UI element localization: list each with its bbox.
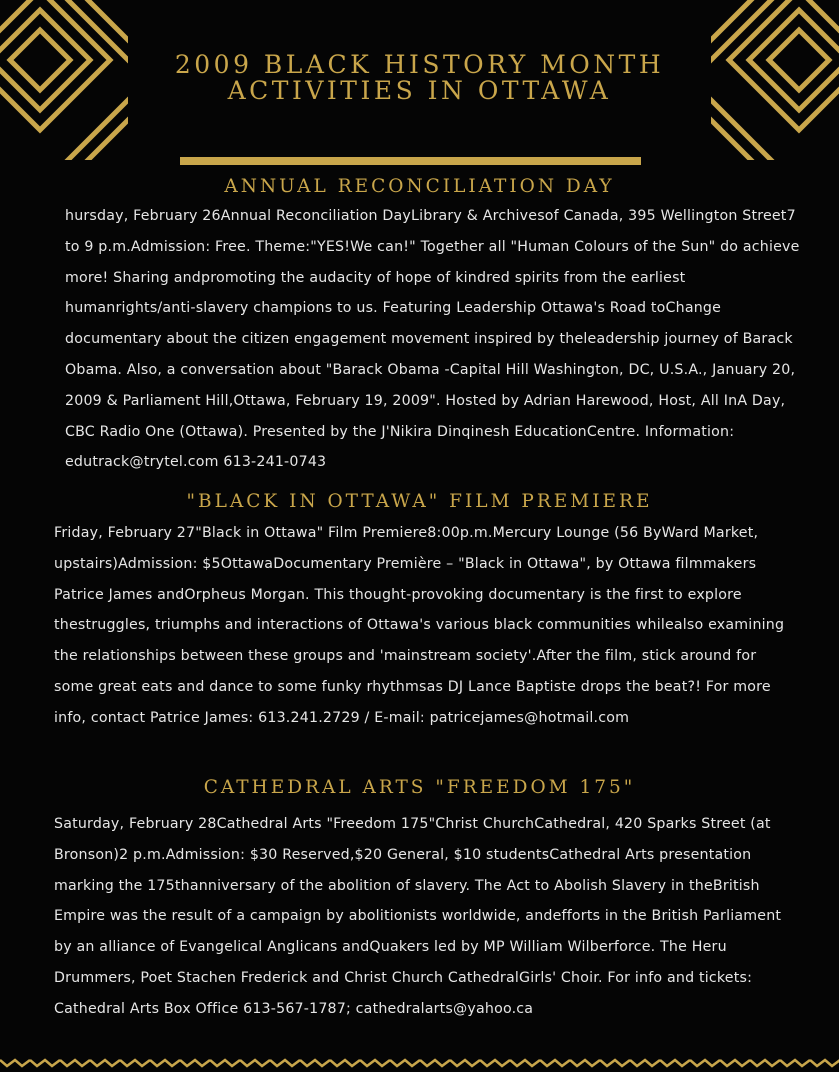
section-body-reconciliation-day: hursday, February 26Annual Reconciliation DayLibrary & Archivesof Canada, 395 Wellington Street7 to 9 p.m.Admission: Free. Theme:"YES!We can!" Together all "Human Colours of the Sun" do achieve more! Sharing andpromoting the audacity of hope of kindred spirits from the earliest humanrights/anti-slavery champions to us. Featuring Leadership Ottawa's Road toChange documentary about the citizen engagement movement inspired by theleadership journey of Barack Obama. Also, a conversation about "Barack Obama -Capital Hill Washington, DC, U.S.A., January 20, 2009 & Parliament Hill,Ottawa, February 19, 2009". Hosted by Adrian Harewood, Host, All InA Day, CBC Radio One (Ottawa). Presented by the J'Nikira Dinqinesh EducationCentre. Information: edutrack@trytel.com 613-241-0743 — [65, 208, 800, 471]
title-divider — [180, 157, 641, 165]
section-body-film-premiere: Friday, February 27"Black in Ottawa" Film Premiere8:00p.m.Mercury Lounge (56 ByWard Market, upstairs)Admission: $5OttawaDocumentary Première – "Black in Ottawa", by Ottawa filmmakers Patrice James andOrpheus Morgan. This thought-provoking documentary is the first to explore thestruggles, triumphs and interactions of Ottawa's various black communities whilealso examining the relationships between these groups and 'mainstream society'.After the film, stick around for some great eats and dance to some funky rhythmsas DJ Lance Baptiste drops the beat?! For more info, contact Patrice James: 613.241.2729 / E-mail: patricejames@hotmail.com — [54, 525, 785, 726]
page-title: 2009 BLACK HISTORY MONTH ACTIVITIES IN OTTAWA — [174, 50, 665, 105]
section-heading-freedom-175: CATHEDRAL ARTS "FREEDOM 175" — [203, 777, 636, 798]
diamond-pattern-icon — [711, 0, 839, 160]
section-heading-film-premiere: "BLACK IN OTTAWA" FILM PREMIERE — [186, 491, 653, 512]
diamond-pattern-icon — [0, 0, 128, 160]
zigzag-border-icon — [0, 1054, 839, 1072]
section-body-freedom-175: Saturday, February 28Cathedral Arts "Freedom 175"Christ ChurchCathedral, 420 Sparks Street (at Bronson)2 p.m.Admission: $30 Reserved,$20 General, $10 studentsCathedral Arts presentation marking the 175thanniversary of the abolition of slavery. The Act to Abolish Slavery in theBritish Empire was the result of a campaign by abolitionists worldwide, andefforts in the British Parliament by an alliance of Evangelical Anglicans andQuakers led by MP William Wilberforce. The Heru Drummers, Poet Stachen Frederick and Christ Church CathedralGirls' Choir. For info and tickets: Cathedral Arts Box Office 613-567-1787; cathedralarts@yahoo.ca — [54, 816, 782, 1017]
section-heading-reconciliation-day: ANNUAL RECONCILIATION DAY — [224, 176, 615, 197]
